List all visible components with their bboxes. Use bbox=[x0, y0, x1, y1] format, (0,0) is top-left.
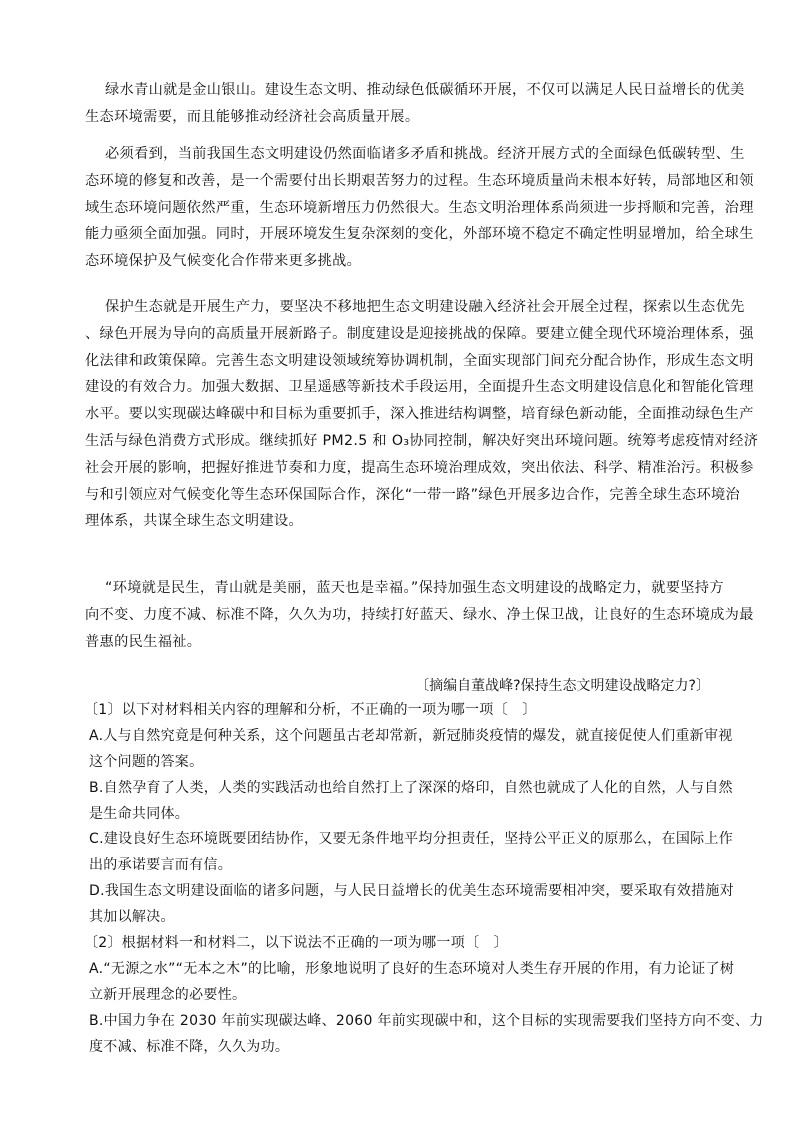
question-stem: 〔2〕根据材料一和材料二，以下说法不正确的一项为哪一项〔 〕 bbox=[84, 935, 508, 951]
option-c-cont: 出的承诺要言而有信。 bbox=[89, 857, 232, 874]
option-a-cont: 这个问题的答案。 bbox=[89, 753, 204, 770]
question-stem: 〔1〕以下对材料相关内容的理解和分析，不正确的一项为哪一项〔 〕 bbox=[84, 702, 537, 718]
source-citation: 〔摘编自董战峰?保持生态文明建设战略定力?〕 bbox=[415, 678, 710, 694]
text-line: 保护生态就是开展生产力，要坚决不移地把生态文明建设融入经济社会开展全过程，探索以生态优先 bbox=[105, 299, 745, 315]
text-line: “环境就是民生，青山就是美丽，蓝天也是幸福。”保持加强生态文明建设的战略定力，就要坚持方 bbox=[105, 580, 724, 596]
text-line: 生态环境需要，而且能够推动经济社会高质量开展。 bbox=[85, 108, 420, 125]
text-line: 态环境保护及气候变化合作带来更多挑战。 bbox=[85, 253, 362, 270]
text-line: 建设的有效合力。加强大数据、卫星遥感等新技术手段运用，全面提升生态文明建设信息化和智能化管理 bbox=[85, 379, 754, 396]
text-line: 社会开展的影响，把握好推进节奏和力度，提高生态环境治理成效，突出依法、科学、精准治污。积极参 bbox=[85, 459, 754, 476]
option-d[interactable]: D.我国生态文明建设面临的诸多问题，与人民日益增长的优美生态环境需要相冲突，要采取有效措施对 bbox=[89, 883, 735, 900]
text-line: 与和引领应对气候变化等生态环保国际合作，深化“一带一路”绿色开展多边合作，完善全球生态环境治 bbox=[85, 486, 741, 503]
text-line: 域生态环境问题依然严重，生态环境新增压力仍然很大。生态文明治理体系尚须进一步捋顺和完善，治理 bbox=[85, 199, 754, 216]
option-c[interactable]: C.建设良好生态环境既要团结协作，又要无条件地平均分担责任，坚持公平正义的原那么，在国际上作 bbox=[89, 831, 734, 848]
paragraph-4 bbox=[85, 575, 754, 655]
text-line: 能力亟须全面加强。同时，开展环境发生复杂深刻的变化，外部环境不稳定不确定性明显增加，给全球生 bbox=[85, 226, 754, 243]
text-line: 绿水青山就是金山银山。建设生态文明、推动绿色低碳循环开展，不仅可以满足人民日益增长的优美 bbox=[105, 82, 745, 98]
text-line: 向不变、力度不减、标准不降，久久为功，持续打好蓝天、绿水、净土保卫战，让良好的生态环境成为最 bbox=[85, 606, 754, 623]
text-line: 理体系，共谋全球生态文明建设。 bbox=[85, 513, 304, 530]
text-line: 生活与绿色消费方式形成。继续抓好 PM2.5 和 O₃协同控制，解决好突出环境问题。统筹考虑疫情对经济 bbox=[85, 432, 759, 449]
paragraph-3 bbox=[85, 294, 759, 535]
text-line: 普惠的民生福祉。 bbox=[85, 633, 202, 650]
option-b-cont: 是生命共同体。 bbox=[89, 805, 190, 822]
option-b[interactable]: B.中国力争在 2030 年前实现碳达峰、2060 年前实现碳中和，这个目标的实现需要我们坚持方向不变、力 bbox=[89, 1012, 764, 1029]
option-b[interactable]: B.自然孕育了人类，人类的实践活动也给自然打上了深深的烙印，自然也就成了人化的自然，人与自然 bbox=[89, 779, 733, 796]
option-a[interactable]: A.“无源之水”“无本之木”的比喻，形象地说明了良好的生态环境对人类生存开展的作用，有力论证了树 bbox=[89, 960, 735, 977]
paragraph-1 bbox=[85, 77, 745, 131]
text-line: 必须看到，当前我国生态文明建设仍然面临诸多矛盾和挑战。经济开展方式的全面绿色低碳转型、生 bbox=[105, 146, 745, 162]
option-b-cont: 度不减、标准不降，久久为功。 bbox=[89, 1038, 290, 1055]
text-line: 水平。要以实现碳达峰碳中和目标为重要抓手，深入推进结构调整，培育绿色新动能，全面推动绿色生产 bbox=[85, 406, 754, 423]
paragraph-2 bbox=[85, 141, 754, 275]
text-line: 化法律和政策保障。完善生态文明建设领域统筹协调机制，全面实现部门间充分配合协作，形成生态文明 bbox=[85, 352, 754, 369]
option-a-cont: 立新开展理念的必要性。 bbox=[89, 986, 247, 1003]
question-1 bbox=[84, 698, 735, 931]
text-line: 、绿色开展为导向的高质量开展新路子。制度建设是迎接挑战的保障。要建立健全现代环境治理体系，强 bbox=[85, 325, 754, 342]
option-d-cont: 其加以解决。 bbox=[89, 909, 175, 926]
option-a[interactable]: A.人与自然究竟是何种关系，这个问题虽古老却常新，新冠肺炎疫情的爆发，就直接促使人们重新审视 bbox=[89, 727, 733, 744]
text-line: 态环境的修复和改善，是一个需要付出长期艰苦努力的过程。生态环境质量尚未根本好转，局部地区和领 bbox=[85, 172, 754, 189]
question-2 bbox=[84, 931, 764, 1060]
